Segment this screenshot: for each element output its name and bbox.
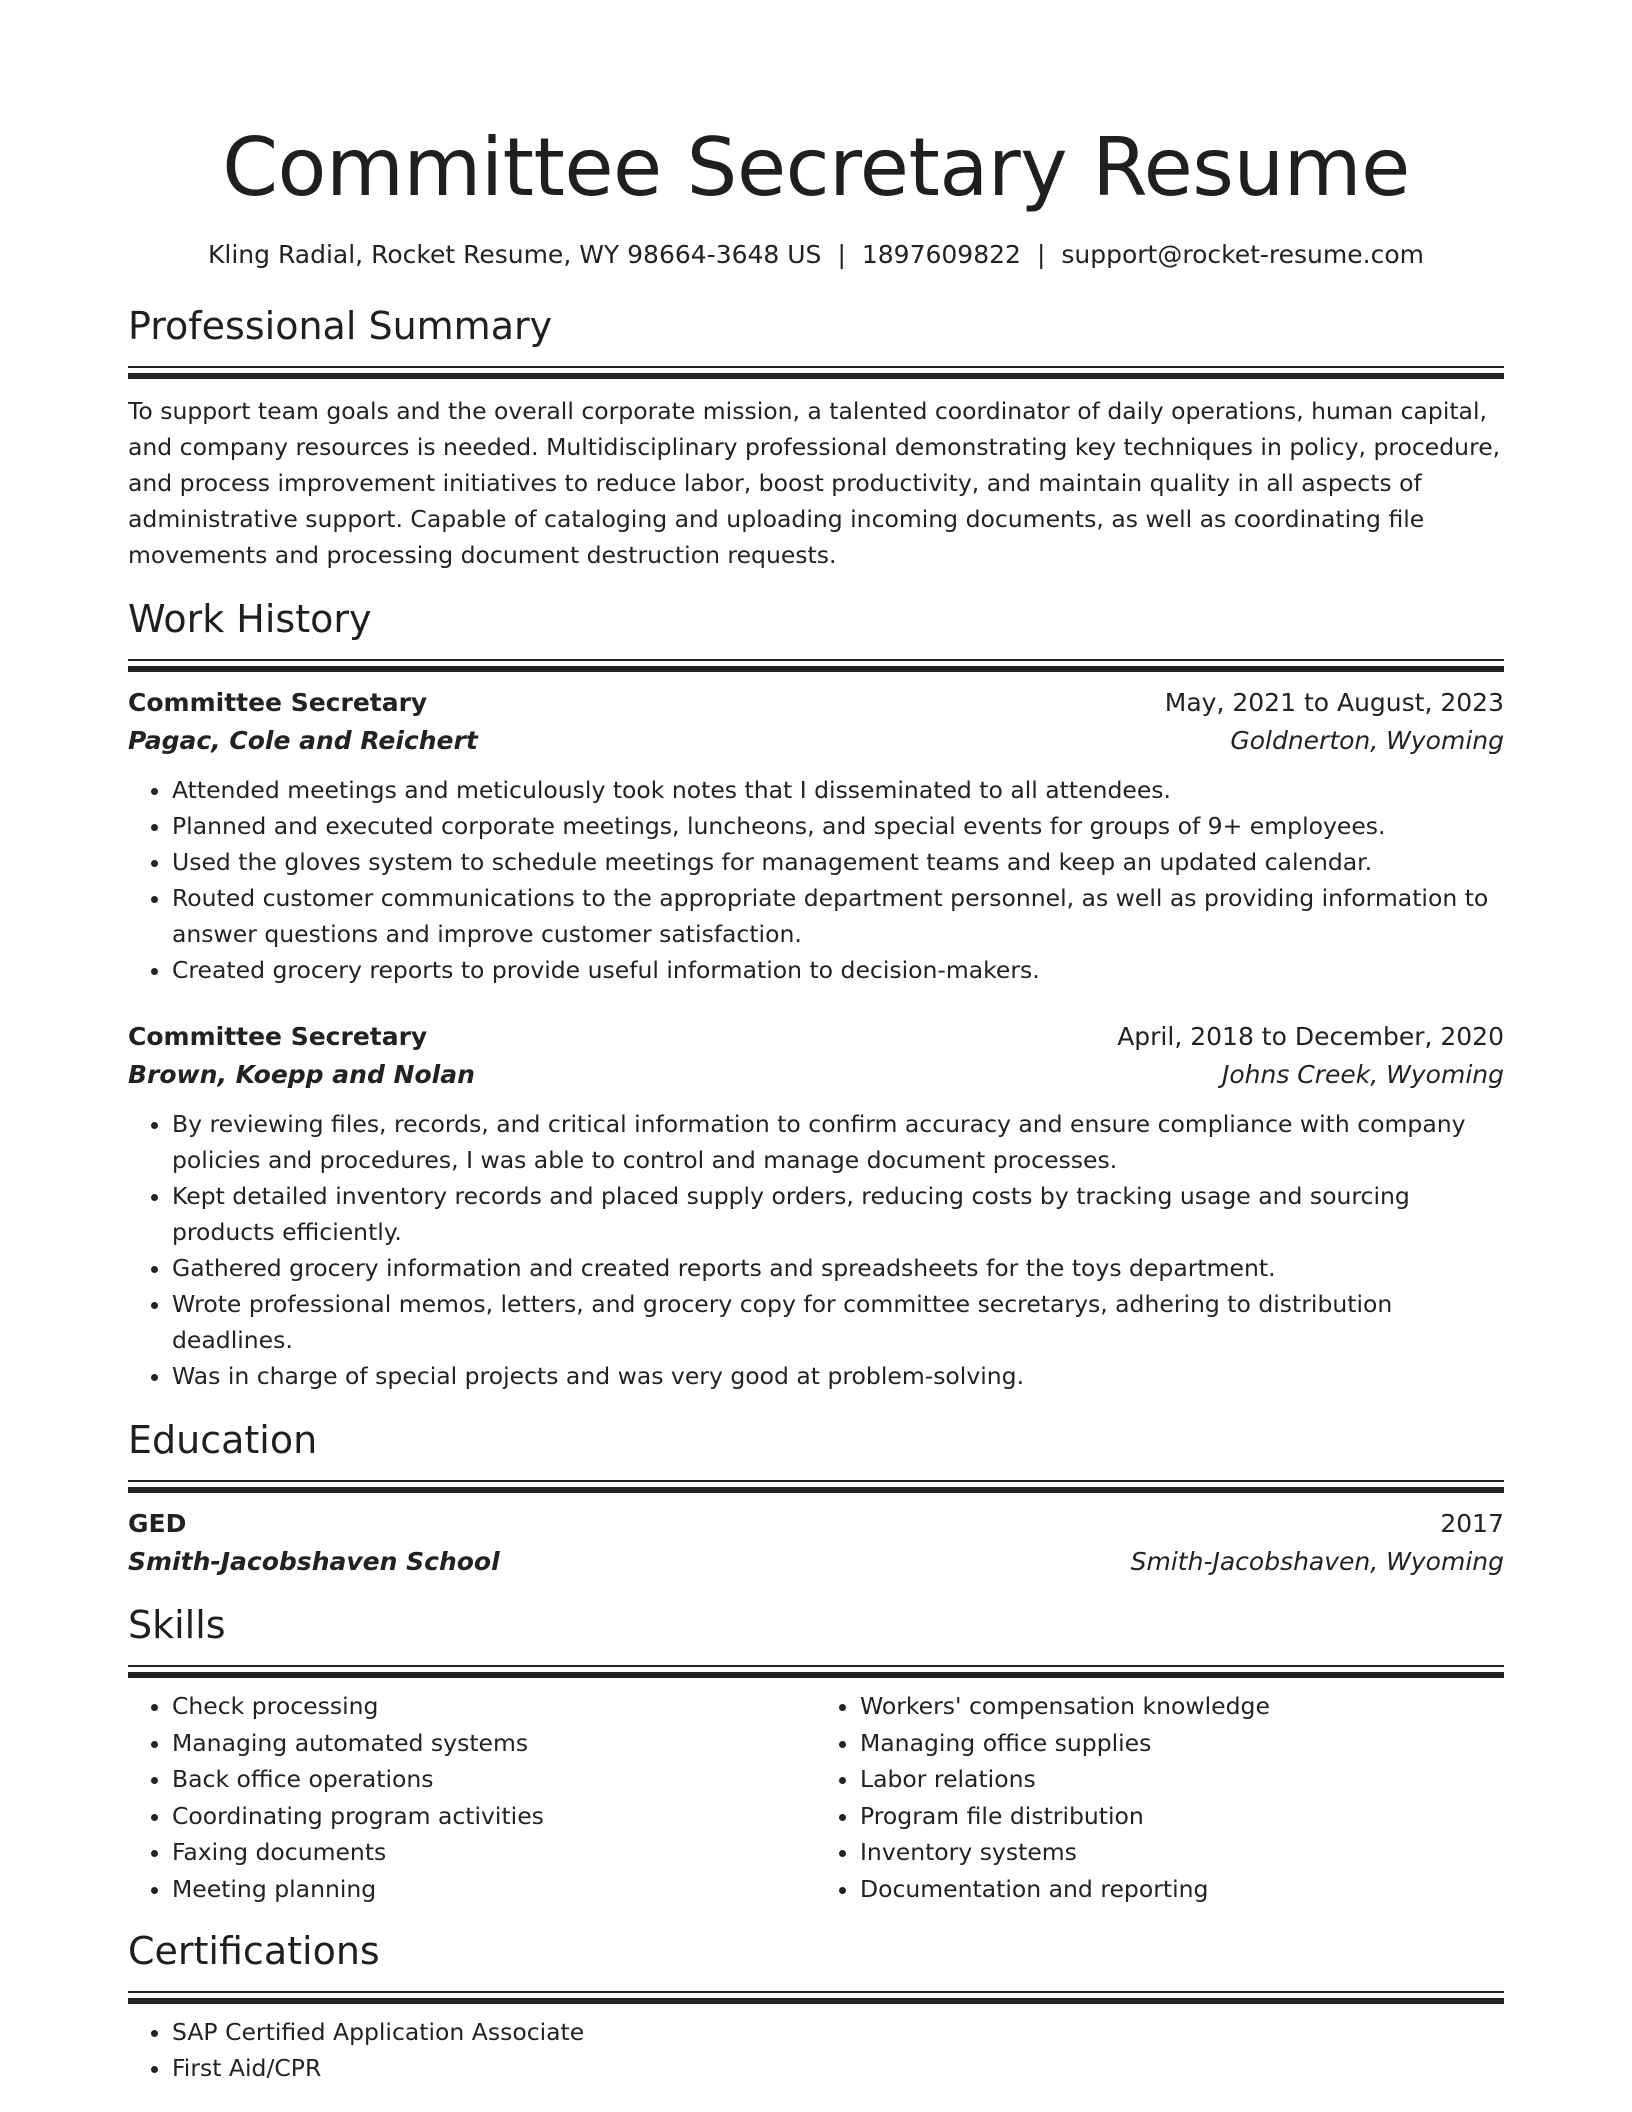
contact-email[interactable]: support@rocket-resume.com [1061,240,1424,269]
work-history-heading: Work History [128,597,372,641]
skill-item: • Coordinating program activities [172,1798,816,1835]
skill-item: • Workers' compensation knowledge [860,1688,1504,1725]
skills-section [128,1601,1504,1907]
contact-address: Kling Radial, Rocket Resume, WY 98664-3648 US [208,240,822,269]
job-title: Committee Secretary [128,688,428,717]
education-school: Smith-Jacobshaven School [128,1547,500,1576]
job-dates: April, 2018 to December, 2020 [1117,1022,1504,1051]
skills-heading: Skills [128,1603,226,1647]
job-location: Johns Creek, Wyoming [1221,1060,1504,1089]
job-bullet: • Wrote professional memos, letters, and grocery copy for committee secretarys, adhering to distribution deadlines. [172,1286,1504,1358]
skill-item: • Back office operations [172,1761,816,1798]
skill-item: • Meeting planning [172,1871,816,1908]
job-bullet: • Gathered grocery information and created reports and spreadsheets for the toys department. [172,1250,1504,1286]
job-bullets [128,1106,1504,1394]
skill-item: • Check processing [172,1688,816,1725]
resume-page [128,118,1504,2086]
contact-phone: 1897609822 [861,240,1021,269]
certifications-section [128,1927,1504,2086]
skills-list-left [128,1688,816,1907]
job-entry [128,684,1504,988]
skill-item: • Labor relations [860,1761,1504,1798]
section-divider [128,1665,1504,1678]
job-title: Committee Secretary [128,1022,428,1051]
education-degree: GED [128,1509,187,1538]
page-title: Committee Secretary Resume [222,121,1410,214]
summary-section [128,302,1504,573]
work-history-section [128,595,1504,1394]
skill-item: • Managing office supplies [860,1725,1504,1762]
certifications-list [128,2014,1504,2086]
job-entry [128,1018,1504,1394]
job-company: Pagac, Cole and Reichert [128,726,478,755]
education-section [128,1416,1504,1581]
job-bullet: • Attended meetings and meticulously took notes that I disseminated to all attendees. [172,772,1504,808]
job-bullet: • Created grocery reports to provide useful information to decision-makers. [172,952,1504,988]
education-location: Smith-Jacobshaven, Wyoming [1130,1547,1504,1576]
skill-item: • Managing automated systems [172,1725,816,1762]
skill-item: • Documentation and reporting [860,1871,1504,1908]
skills-columns [128,1688,1504,1907]
summary-heading: Professional Summary [128,304,553,348]
section-divider [128,1480,1504,1493]
job-dates: May, 2021 to August, 2023 [1164,688,1504,717]
contact-separator: | [837,240,846,269]
job-bullet: • Was in charge of special projects and was very good at problem-solving. [172,1358,1504,1394]
job-location: Goldnerton, Wyoming [1230,726,1504,755]
contact-line [128,238,1504,272]
job-bullet: • Routed customer communications to the appropriate department personnel, as well as providing information to answer questions and improve customer satisfaction. [172,880,1504,952]
skill-item: • Inventory systems [860,1834,1504,1871]
job-company: Brown, Koepp and Nolan [128,1060,475,1089]
skills-list-right [816,1688,1504,1907]
job-bullet: • By reviewing files, records, and critical information to confirm accuracy and ensure compliance with company policies and procedures, I was able to control and manage document processes. [172,1106,1504,1178]
job-bullet: • Used the gloves system to schedule meetings for management teams and keep an updated calendar. [172,844,1504,880]
summary-text: To support team goals and the overall corporate mission, a talented coordinator of daily operations, human capital, and company resources is needed. Multidisciplinary professional demonstrating key techniques in policy, procedure, and process improvement initiatives to reduce labor, boost productivity, and maintain quality in all aspects of administrative support. Capable of cataloging and uploading incoming documents, as well as coordinating file movements and processing document destruction requests. [128,397,1501,569]
education-year: 2017 [1440,1509,1504,1538]
skill-item: • Program file distribution [860,1798,1504,1835]
job-bullet: • Kept detailed inventory records and placed supply orders, reducing costs by tracking usage and sourcing products efficiently. [172,1178,1504,1250]
section-divider [128,659,1504,672]
contact-separator: | [1036,240,1046,269]
certification-item: • First Aid/CPR [172,2050,1504,2086]
certification-item: • SAP Certified Application Associate [172,2014,1504,2050]
section-divider [128,1991,1504,2004]
job-bullet: • Planned and executed corporate meetings, luncheons, and special events for groups of 9+ employees. [172,808,1504,844]
certifications-heading: Certifications [128,1929,380,1973]
skill-item: • Faxing documents [172,1834,816,1871]
education-heading: Education [128,1418,318,1462]
job-bullets [128,772,1504,988]
section-divider [128,366,1504,379]
